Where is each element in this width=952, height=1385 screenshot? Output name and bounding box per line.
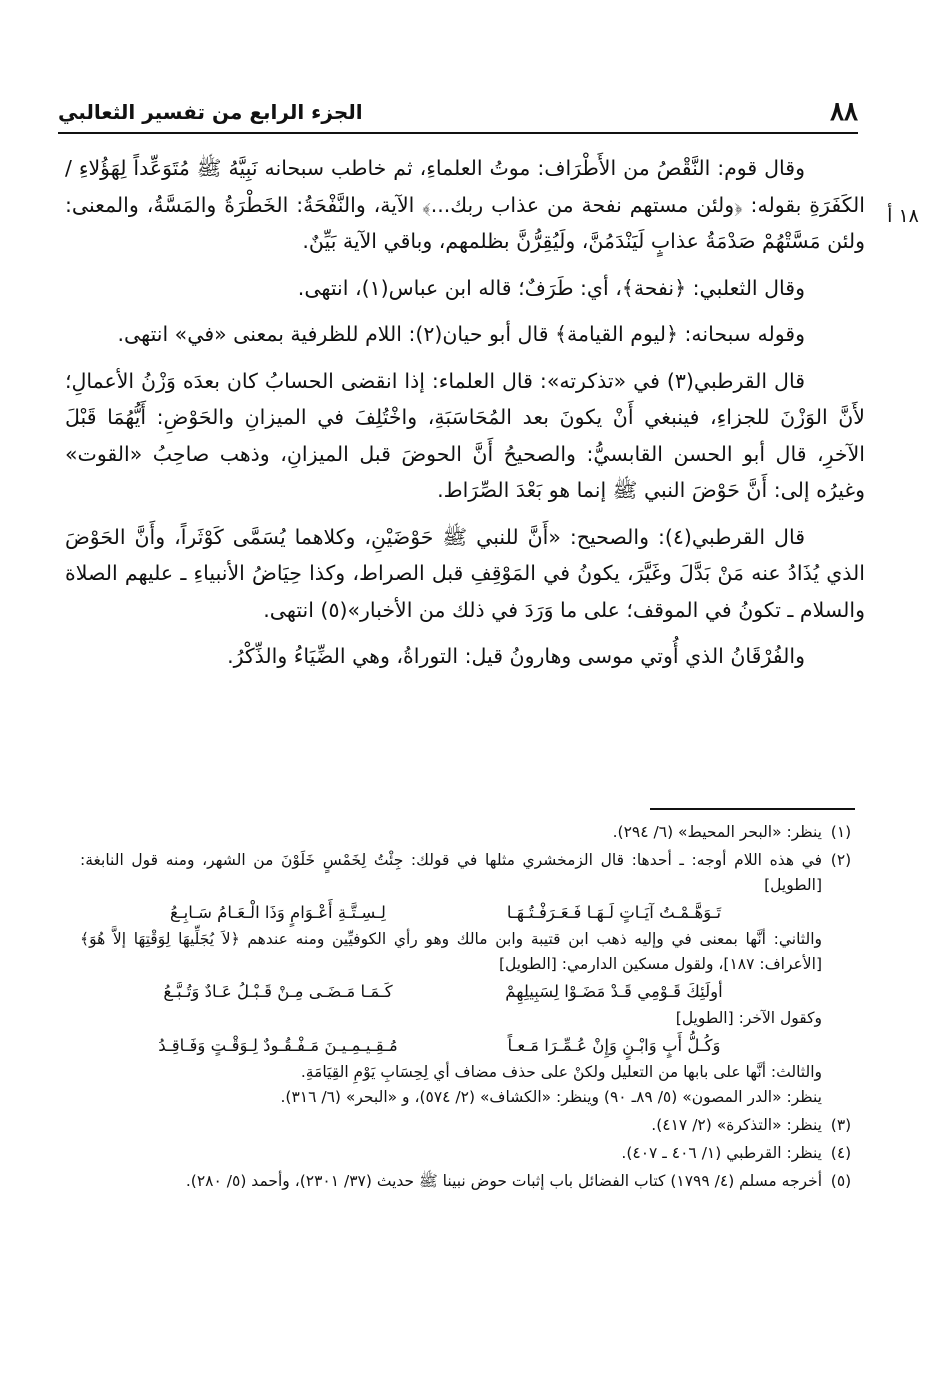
- footnote-number: (١): [830, 823, 852, 841]
- page-number: ٨٨: [830, 97, 858, 127]
- footnote-references: ينظر: «الدر المصون» (٥/ ٨٩ـ ٩٠) وينظر: «الكشاف» (٢/ ٥٧٤)، و «البحر» (٦/ ٣١٦).: [280, 1088, 822, 1106]
- verse-hemistich-1: تَـوَهَّـمْـتُ آيَـاتٍ لَـهَـا فَـعَـرَفْـتُـهَـا: [506, 903, 722, 922]
- footnote-number: (٣): [830, 1116, 852, 1134]
- footnotes: [80, 820, 860, 1197]
- footnote-1: [80, 820, 860, 845]
- footnote-third-intro: وكقول الآخر: [الطويل]: [675, 1009, 822, 1027]
- footnote-number: (٢): [830, 851, 852, 869]
- paragraph-4: قال القرطبي(٣) في «تذكرته»: قال العلماء: إذا انقضى الحسابُ كان بعدَه وَزْنُ الأعمالِ؛ لأَنَّ الوَزْنَ للجزاءِ، فينبغي أَنْ يكونَ بعد المُحَاسَبَةِ، واخْتُلِفَ في الميزانِ والحَوْضِ: أَيُّهُمَا قَبْلَ الآخرِ، قال أبو الحسن القابسيُّ: والصحيحُ أَنَّ الحوضَ قبل الميزانِ، وذهب صاحِبُ «القوت» وغيرُه إلى: أَنَّ حَوْضَ النبي ﷺ إنما هو بَعْدَ الصِّرَاط.: [65, 368, 865, 502]
- poetry-verse-2: [80, 979, 822, 1004]
- footnote-text: ينظر: القرطبي (١/ ٤٠٦ ـ ٤٠٧).: [621, 1144, 822, 1162]
- footnote-3: [80, 1113, 860, 1138]
- footnote-4: [80, 1141, 860, 1166]
- footnote-text: ينظر: «التذكرة» (٢/ ٤١٧).: [651, 1116, 822, 1134]
- poetry-verse-3: [80, 1033, 822, 1058]
- footnote-text: أخرجه مسلم (٤/ ١٧٩٩) كتاب الفضائل باب إثبات حوض نبينا ﷺ حديث (٣٧/ ٢٣٠١)، وأحمد (٥/ ٢٨٠).: [185, 1172, 822, 1190]
- manuscript-folio-marker: ١٨ أ: [887, 205, 919, 227]
- footnote-5: [80, 1169, 860, 1194]
- footnote-text: ينظر: «البحر المحيط» (٦/ ٢٩٤).: [612, 823, 822, 841]
- footnote-2: [80, 848, 860, 1110]
- paragraph-6: والفُرْقَانُ الذي أُوتي موسى وهارونُ قيل: التوراةُ، وهي الضِّيَاءُ والذِّكْرُ.: [227, 644, 805, 668]
- paragraph-1: وقال قوم: النَّقْصُ من الأَطْرَاف: موتُ العلماءِ، ثم خاطب سبحانه نَبِيَّهُ ﷺ مُتَوَعِّداً لِهَؤُلاءِ / الكَفَرَةِ بقوله: ﴿ولئن مستهم نفحة من عذاب ربك...﴾ الآية، والنَّفْحَةُ: الخَطْرَةُ والمَسَّةُ، والمعنى: ولئن مَسَّتْهُمْ صَدْمَةُ عذابٍ لَيَنْدَمُنَّ، ولَيُقِرُّنَّ بظلمهم، وباقي الآية بَيِّنٌ.: [65, 156, 865, 253]
- verse-hemistich-1: وَكُـلُّ أَبٍ وَابْـنٍ وَإِنْ عُـمِّـرَا مَـعـاً: [507, 1036, 721, 1055]
- footnote-second-view: والثاني: أنَّها بمعنى في وإليه ذهب ابن قتيبة وابن مالك وهو رأي الكوفيِّين ومنه عندهم ﴿لاَ يُجَلِّيهَا لِوَقْتِهَا إلاَّ هُوَ﴾ [الأعراف: ١٨٧]، ولقول مسكين الدارمي: [الطويل]: [80, 930, 822, 973]
- footnote-intro: في هذه اللام أوجه: ـ أحدها: قال الزمخشري مثلها في قولك: جِئْتُ لِخَمْسٍ خَلَوْنَ من الشهر، ومنه قول النابغة: [الطويل]: [80, 851, 822, 894]
- footnote-third-view: والثالث: أنَّها على بابها من التعليل ولكنْ على حذف مضاف أي لِحِسَابِ يَوْمِ القِيَامَةِ.: [300, 1063, 822, 1081]
- verse-hemistich-2: كَـمَـا مَـضَـى مِـنْ قَـبْـلُ عَـادٌ وَتُـبَّـعُ: [163, 982, 393, 1001]
- main-text: [65, 150, 865, 685]
- footnote-number: (٥): [830, 1172, 852, 1190]
- footnote-separator: [650, 808, 855, 810]
- poetry-verse-1: [80, 900, 822, 925]
- running-header: [58, 92, 858, 134]
- verse-hemistich-2: مُـقِـيـمِـيـنَ مَـفْـقُـودٌ لِـوَقْـتٍ وَفَـاقِـدُ: [158, 1036, 398, 1055]
- running-title: الجزء الرابع من تفسير الثعالبي: [58, 100, 363, 124]
- footnote-number: (٤): [830, 1144, 852, 1162]
- paragraph-3: وقوله سبحانه: ﴿ليوم القيامة﴾ قال أبو حيان(٢): اللام للظرفية بمعنى «في» انتهى.: [117, 322, 805, 346]
- footnote-body: [80, 848, 822, 1110]
- verse-hemistich-2: لِـسِـتَّـةِ أَعْـوَامٍ وَذَا الْـعَـامُ سَـابِـعُ: [170, 903, 386, 922]
- verse-hemistich-1: أولَئِكَ قَـوْمِي قَـدْ مَضَـوْا لِسَبِيلِهِمْ: [505, 982, 723, 1001]
- paragraph-2: وقال الثعلبي: ﴿نفحة﴾، أي: طَرَفٌ؛ قاله ابن عباس(١)، انتهى.: [297, 275, 805, 300]
- paragraph-5: قال القرطبي(٤): والصحيح: «أَنَّ للنبي ﷺ حَوْضَيْنِ، وكلاهما يُسَمَّى كَوْثَراً، وأَنَّ الحَوْضَ الذي يُذَادُ عنه مَنْ بَدَّلَ وغَيَّرَ، يكونُ في المَوْقِفِ قبل الصراط، وكذا حِيَاضُ الأنبياءِ ـ عليهم الصلاة والسلام ـ تكونُ في الموقف؛ على ما وَرَدَ في ذلك من الأخبار»(٥) انتهى.: [65, 524, 865, 622]
